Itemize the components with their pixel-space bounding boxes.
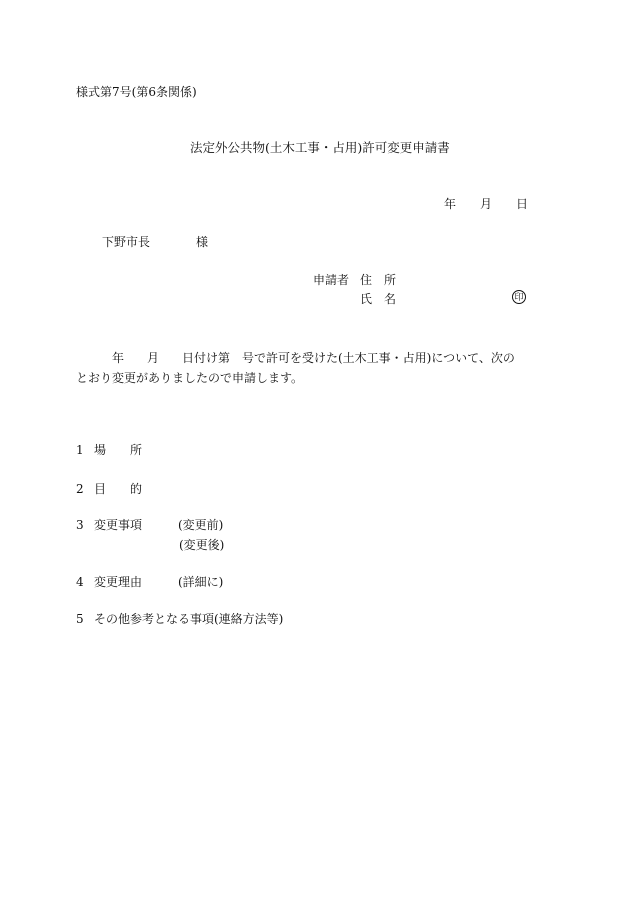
item-number: 4 [76,575,84,589]
name-label: 氏 名 [360,292,397,306]
item-label: 変更理由 [94,575,143,589]
body-dated-label: 日付け第 [182,351,231,365]
item-label: 場 所 [94,443,143,457]
date-line [444,197,528,211]
date-month-label: 月 [480,197,493,211]
body-line-1-rest: 号で許可を受けた(土木工事・占用)について、次の [242,351,515,365]
addressee-honorific: 様 [196,235,209,249]
item-label: その他参考となる事項(連絡方法等) [94,612,284,626]
applicant-label: 申請者 [313,273,350,287]
form-number: 様式第7号(第6条関係) [76,85,197,99]
item-sub-after: (変更後) [179,538,225,552]
addressee-name: 下野市長 [102,235,151,249]
body-line-1 [76,348,556,368]
body-month-label: 月 [147,351,160,365]
item-number: 3 [76,518,84,532]
item-purpose [76,482,142,496]
date-day-label: 日 [516,197,529,211]
body-year-label: 年 [112,351,125,365]
address-label: 住 所 [360,273,397,287]
date-year-label: 年 [444,197,457,211]
item-label: 変更事項 [94,518,143,532]
item-other-notes [76,612,283,626]
item-change-details [76,518,223,532]
item-sub-before: (変更前) [178,518,224,532]
item-location [76,443,142,457]
item-sub-detail: (詳細に) [178,575,224,589]
document-title: 法定外公共物(土木工事・占用)許可変更申請書 [190,140,450,155]
addressee [102,235,208,249]
body-paragraph [76,348,556,388]
item-label: 目 的 [94,482,143,496]
item-number: 5 [76,612,84,626]
body-line-2: とおり変更がありましたので申請します。 [76,371,304,385]
seal-mark: 印 [512,290,526,304]
item-number: 2 [76,482,84,496]
item-number: 1 [76,443,84,457]
item-change-reason [76,575,223,589]
